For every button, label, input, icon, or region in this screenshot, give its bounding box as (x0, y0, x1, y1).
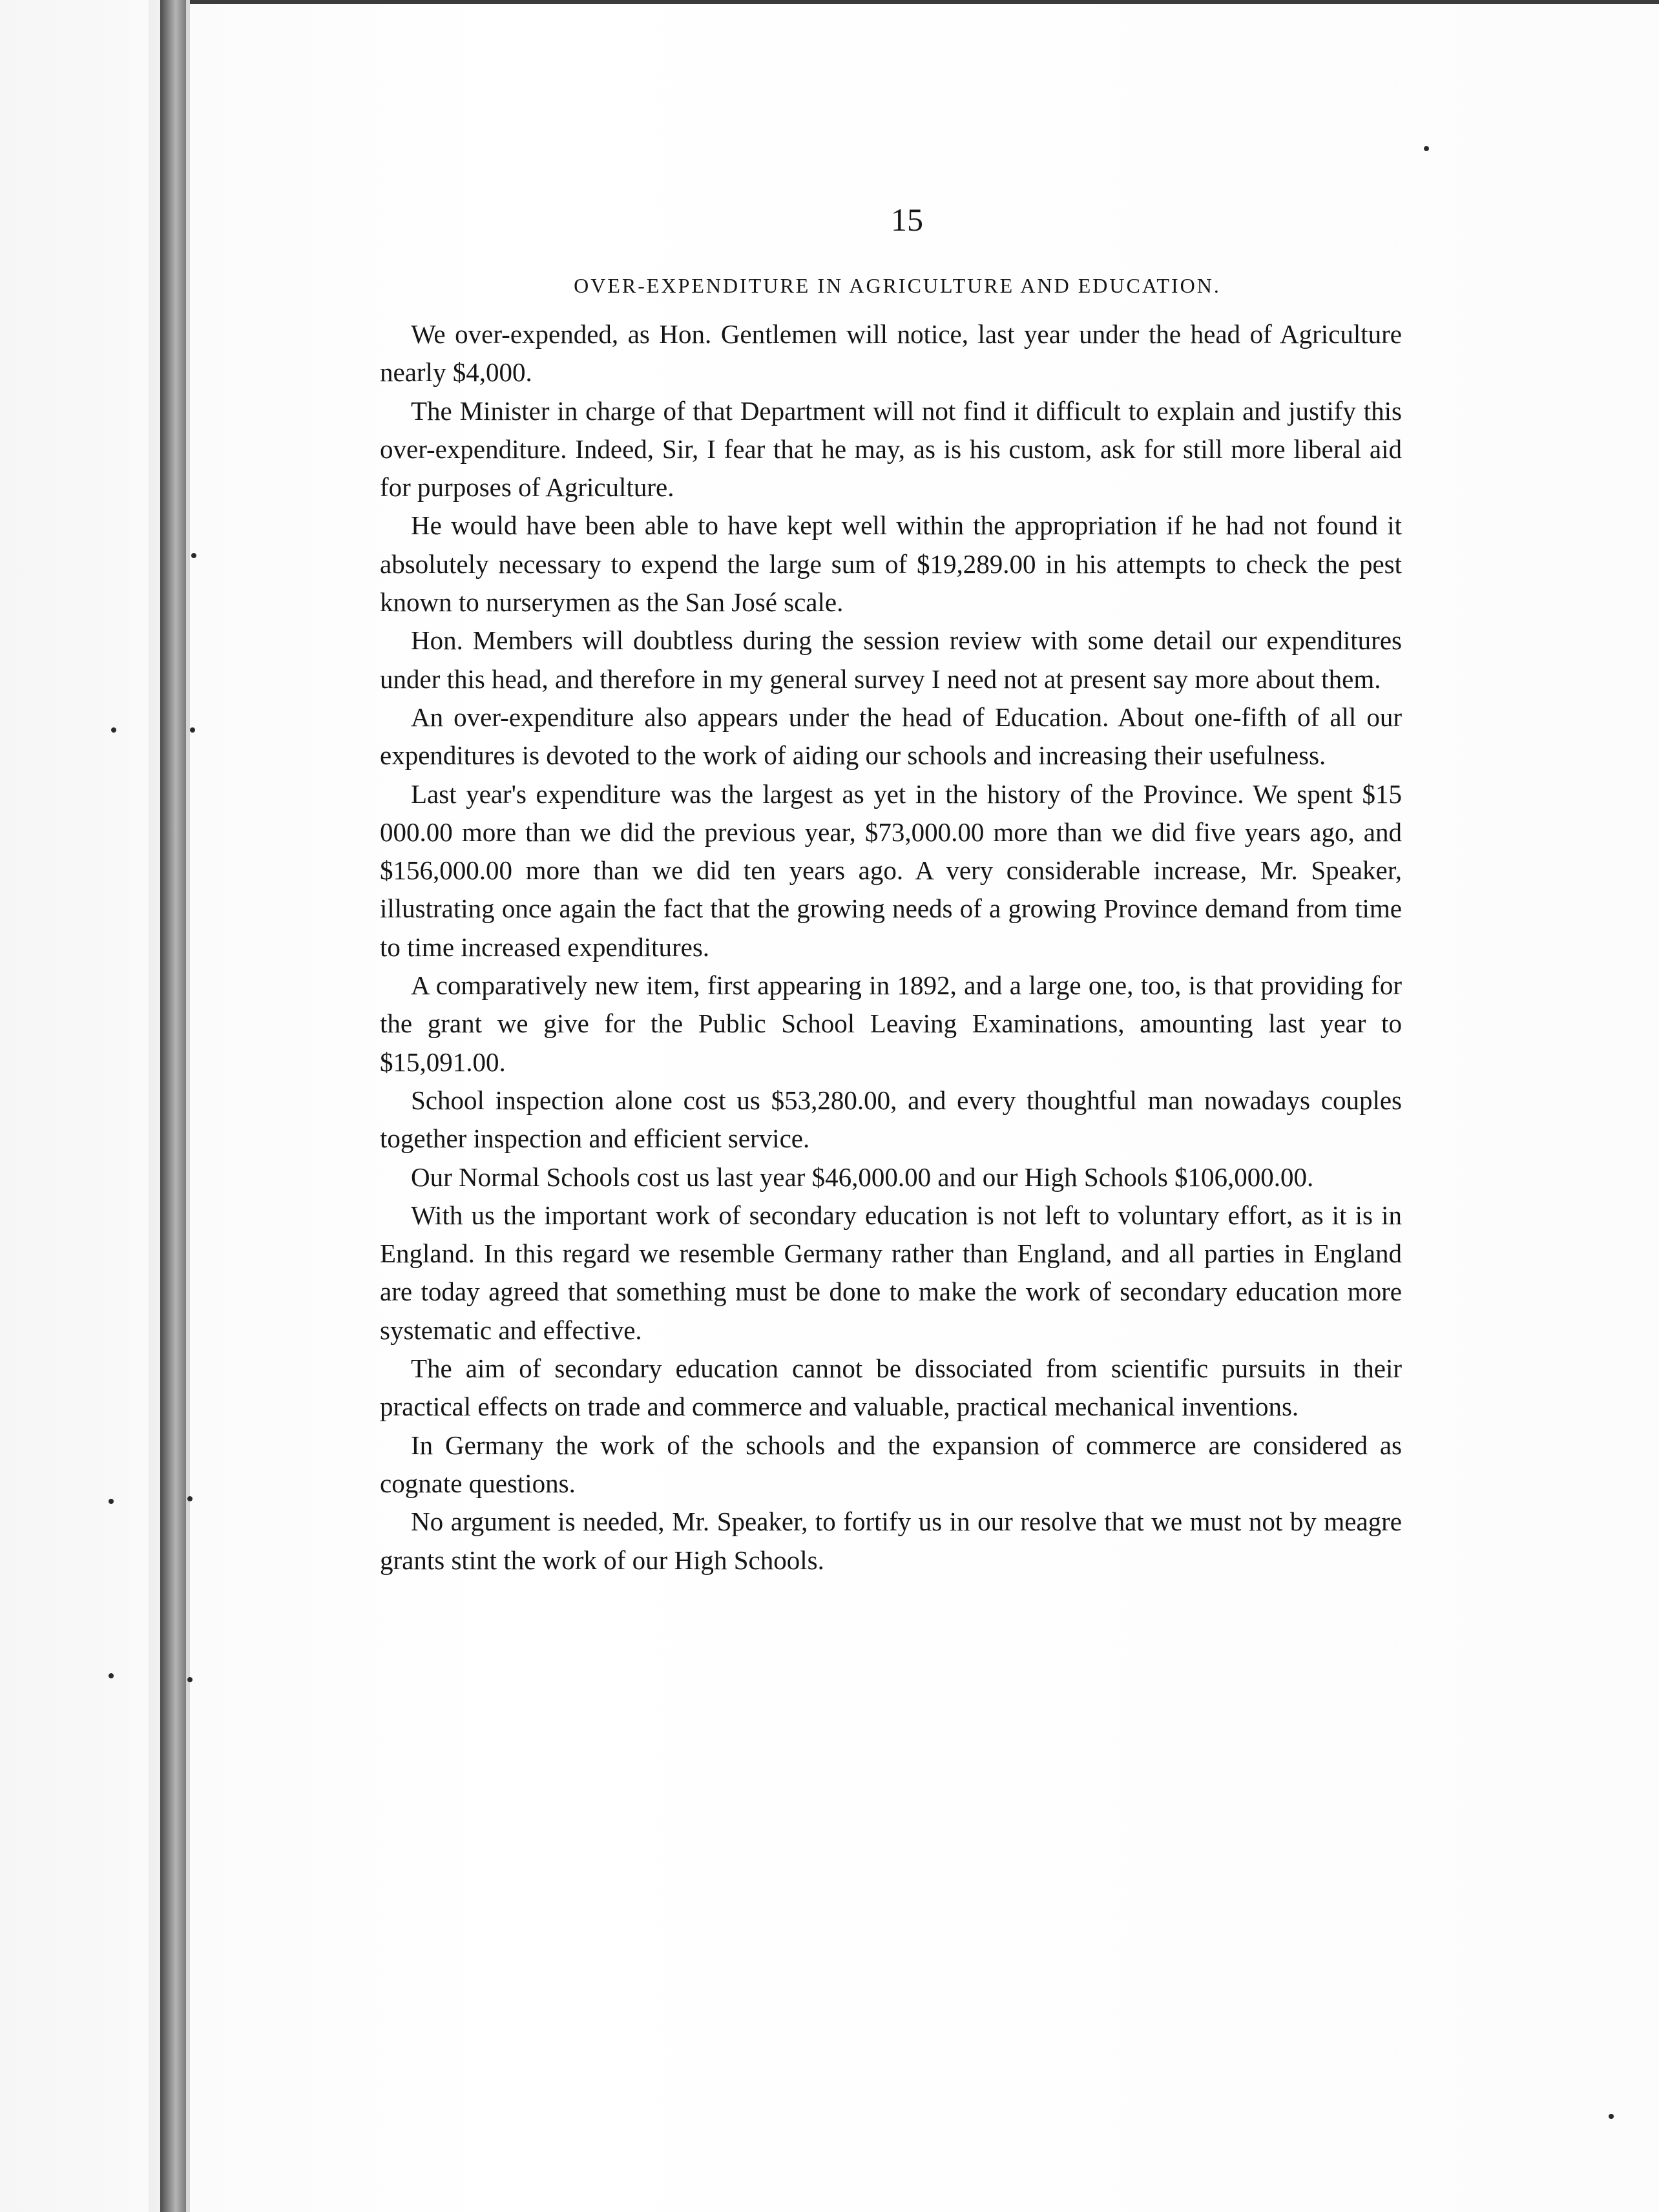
paragraph: With us the important work of secondary education is not left to voluntary effort, as it is in England. In this regard we resemble Germany rather than England, and all parties in England are today agreed that something must be done to make the work of secondary education more systematic and effective. (380, 1200, 1402, 1345)
scan-speck (187, 1496, 193, 1501)
paragraph: School inspection alone cost us $53,280.00, and every thoughtful man nowadays couples together inspection and efficient service. (380, 1085, 1402, 1154)
paragraph: Last year's expenditure was the largest as yet in the history of the Province. We spent $15 000.00 more than we did the previous year, $73,000.00 more than we did five years ago, and $156,000.00 more than we did ten years ago. A very considerable increase, Mr. Speaker, illustrating once again the fact that the growing needs of a growing Province demand from time to time increased expenditures. (380, 778, 1402, 962)
scan-speck (111, 727, 116, 733)
scan-speck (191, 553, 196, 558)
page-gutter-edge (186, 0, 190, 2212)
paragraph: A comparatively new item, first appearing in 1892, and a large one, too, is that providing for the grant we give for the Public School Leaving Examinations, amounting last year to $15,091.00. (380, 970, 1402, 1077)
scan-speck (190, 727, 195, 733)
paragraph: Hon. Members will doubtless during the session review with some detail our expenditures under this head, and therefore in my general survey I need not at present say more about them. (380, 625, 1402, 694)
scan-speck (187, 1677, 193, 1682)
scan-speck (1424, 146, 1429, 151)
paragraph: The Minister in charge of that Department will not find it difficult to explain and justify this over-expenditure. Indeed, Sir, I fear that he may, as is his custom, ask for still more liberal aid for purposes of Agriculture. (380, 395, 1402, 503)
paragraph: An over-expenditure also appears under the head of Education. About one-fifth of all our expenditures is devoted to the work of aiding our schools and increasing their usefulness. (380, 702, 1402, 771)
paragraph: We over-expended, as Hon. Gentlemen will notice, last year under the head of Agriculture nearly $4,000. (380, 319, 1402, 388)
paragraph: The aim of secondary education cannot be dissociated from scientific pursuits in their practical effects on trade and commerce and valuable, practical mechanical inventions. (380, 1353, 1402, 1422)
scan-speck (1609, 2114, 1614, 2119)
paragraph: No argument is needed, Mr. Speaker, to fortify us in our resolve that we must not by meagre grants stint the work of our High Schools. (380, 1507, 1402, 1575)
paragraph: Our Normal Schools cost us last year $46,000.00 and our High Schools $106,000.00. (411, 1162, 1314, 1192)
page-number: 15 (891, 202, 923, 238)
book-spine-edge (160, 0, 186, 2212)
scan-speck (109, 1673, 114, 1678)
body-text (380, 315, 1402, 1580)
scan-speck (109, 1499, 114, 1504)
top-edge-line (190, 0, 1659, 4)
paragraph: In Germany the work of the schools and the expansion of commerce are considered as cognate questions. (380, 1430, 1402, 1498)
paragraph: He would have been able to have kept well within the appropriation if he had not found it absolutely necessary to expend the large sum of $19,289.00 in his attempts to check the pest known to nurserymen as the San José scale. (380, 510, 1402, 618)
section-heading: OVER-EXPENDITURE IN AGRICULTURE AND EDUCATION. (574, 274, 1221, 297)
document-page (380, 200, 1402, 1580)
